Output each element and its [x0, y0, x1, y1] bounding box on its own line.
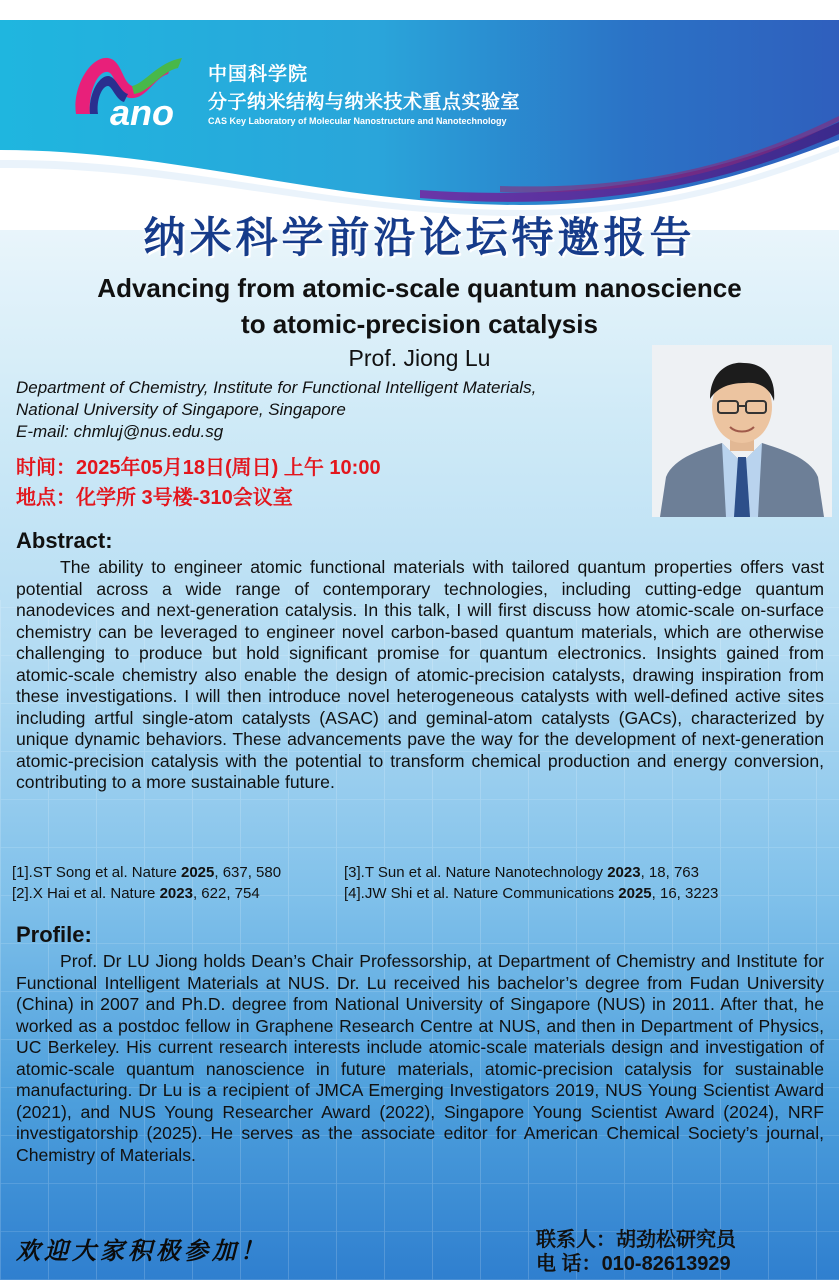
contact-person: 联系人：胡劲松研究员	[536, 1229, 736, 1251]
welcome-message: 欢迎大家积极参加！	[16, 1236, 268, 1265]
lab-name-cn: 分子纳米结构与纳米技术重点实验室	[208, 92, 521, 113]
contact-phone: 电 话：010-82613929	[536, 1253, 731, 1275]
event-time: 时间：2025年05月18日(周日) 上午 10:00	[16, 457, 381, 479]
contact-block	[536, 1228, 736, 1276]
speaker-name: Prof. Jiong Lu	[348, 345, 491, 371]
affiliation-block	[16, 377, 656, 443]
reference-item: [4].JW Shi et al. Nature Communications 2025, 16, 3223	[344, 885, 719, 902]
profile-text: Prof. Dr LU Jiong holds Dean’s Chair Professorship, at Department of Chemistry and Institute for Functional Intelligent Materials at NUS. Dr. Lu received his bachelor’s degree from Fudan University (China) in 2007 and Ph.D. degree from National University of Singapore (NUS) in 2011. After that, he worked as a postdoc fellow in Graphene Research Centre at NUS, and then in Department of Physics, UC Berkeley. His current research interests include atomic-scale materials design and investigation of atomic-scale quantum nanoscience in future materials, atomic-precision catalysis for sustainable manufacturing. Dr Lu is a recipient of JMCA Emerging Investigators 2019, NUS Young Scientist Award (2021), and NUS Young Researcher Award (2022), Singapore Young Scientist Award (2024), NRF investigatorship (2025). He serves as the associate editor for American Chemical Society’s journal, Chemistry of Materials.	[16, 951, 824, 1165]
affiliation-line1: Department of Chemistry, Institute for Functional Intelligent Materials,	[16, 378, 537, 397]
nano-logo	[62, 48, 190, 130]
lab-name-en: CAS Key Laboratory of Molecular Nanostructure and Nanotechnology	[208, 116, 507, 126]
talk-title-line1: Advancing from atomic-scale quantum nanoscience	[97, 273, 742, 303]
reference-item: [1].ST Song et al. Nature 2025, 637, 580	[12, 864, 282, 881]
affiliation-email: E-mail: chmluj@nus.edu.sg	[16, 422, 224, 441]
talk-title-line2: to atomic-precision catalysis	[241, 309, 598, 339]
logo-text: ano	[110, 92, 175, 130]
reference-item: [2].X Hai et al. Nature 2023, 622, 754	[12, 885, 260, 902]
profile-heading: Profile:	[16, 922, 92, 947]
reference-item: [3].T Sun et al. Nature Nanotechnology 2023, 18, 763	[344, 864, 699, 881]
talk-title	[0, 270, 839, 342]
abstract-heading: Abstract:	[16, 528, 113, 553]
speaker-photo	[652, 345, 832, 517]
affiliation-line2: National University of Singapore, Singapore	[16, 400, 346, 419]
speaker-portrait-icon	[652, 345, 832, 517]
abstract-text: The ability to engineer atomic functional materials with tailored quantum properties offers vast potential across a wide range of contemporary technologies, including cutting-edge quantum nanodevices and next-generation catalysis. In this talk, I will first discuss how atomic-scale on-surface chemistry can be leveraged to engineer novel carbon-based quantum materials, which are otherwise challenging to produce but hold significant promise for quantum electronics. Insights gained from atomic-scale chemistry also enable the design of atomic-precision catalysts, drawing inspiration from these investigations. I will then introduce novel heterogeneous catalysts with well-defined active sites including artful single-atom catalysts (ASAC) and geminal-atom catalysts (GACs), characterized by unique dynamic behaviors. These advancements pave the way for the development of next-generation atomic-precision catalysis with the potential to transform chemical production and energy conversion, contributing to a more sustainable future.	[16, 557, 824, 792]
event-place: 地点：化学所 3号楼-310会议室	[16, 487, 293, 509]
forum-title-cn: 纳米科学前沿论坛特邀报告	[143, 214, 696, 261]
institute-name-cn: 中国科学院	[208, 64, 309, 85]
